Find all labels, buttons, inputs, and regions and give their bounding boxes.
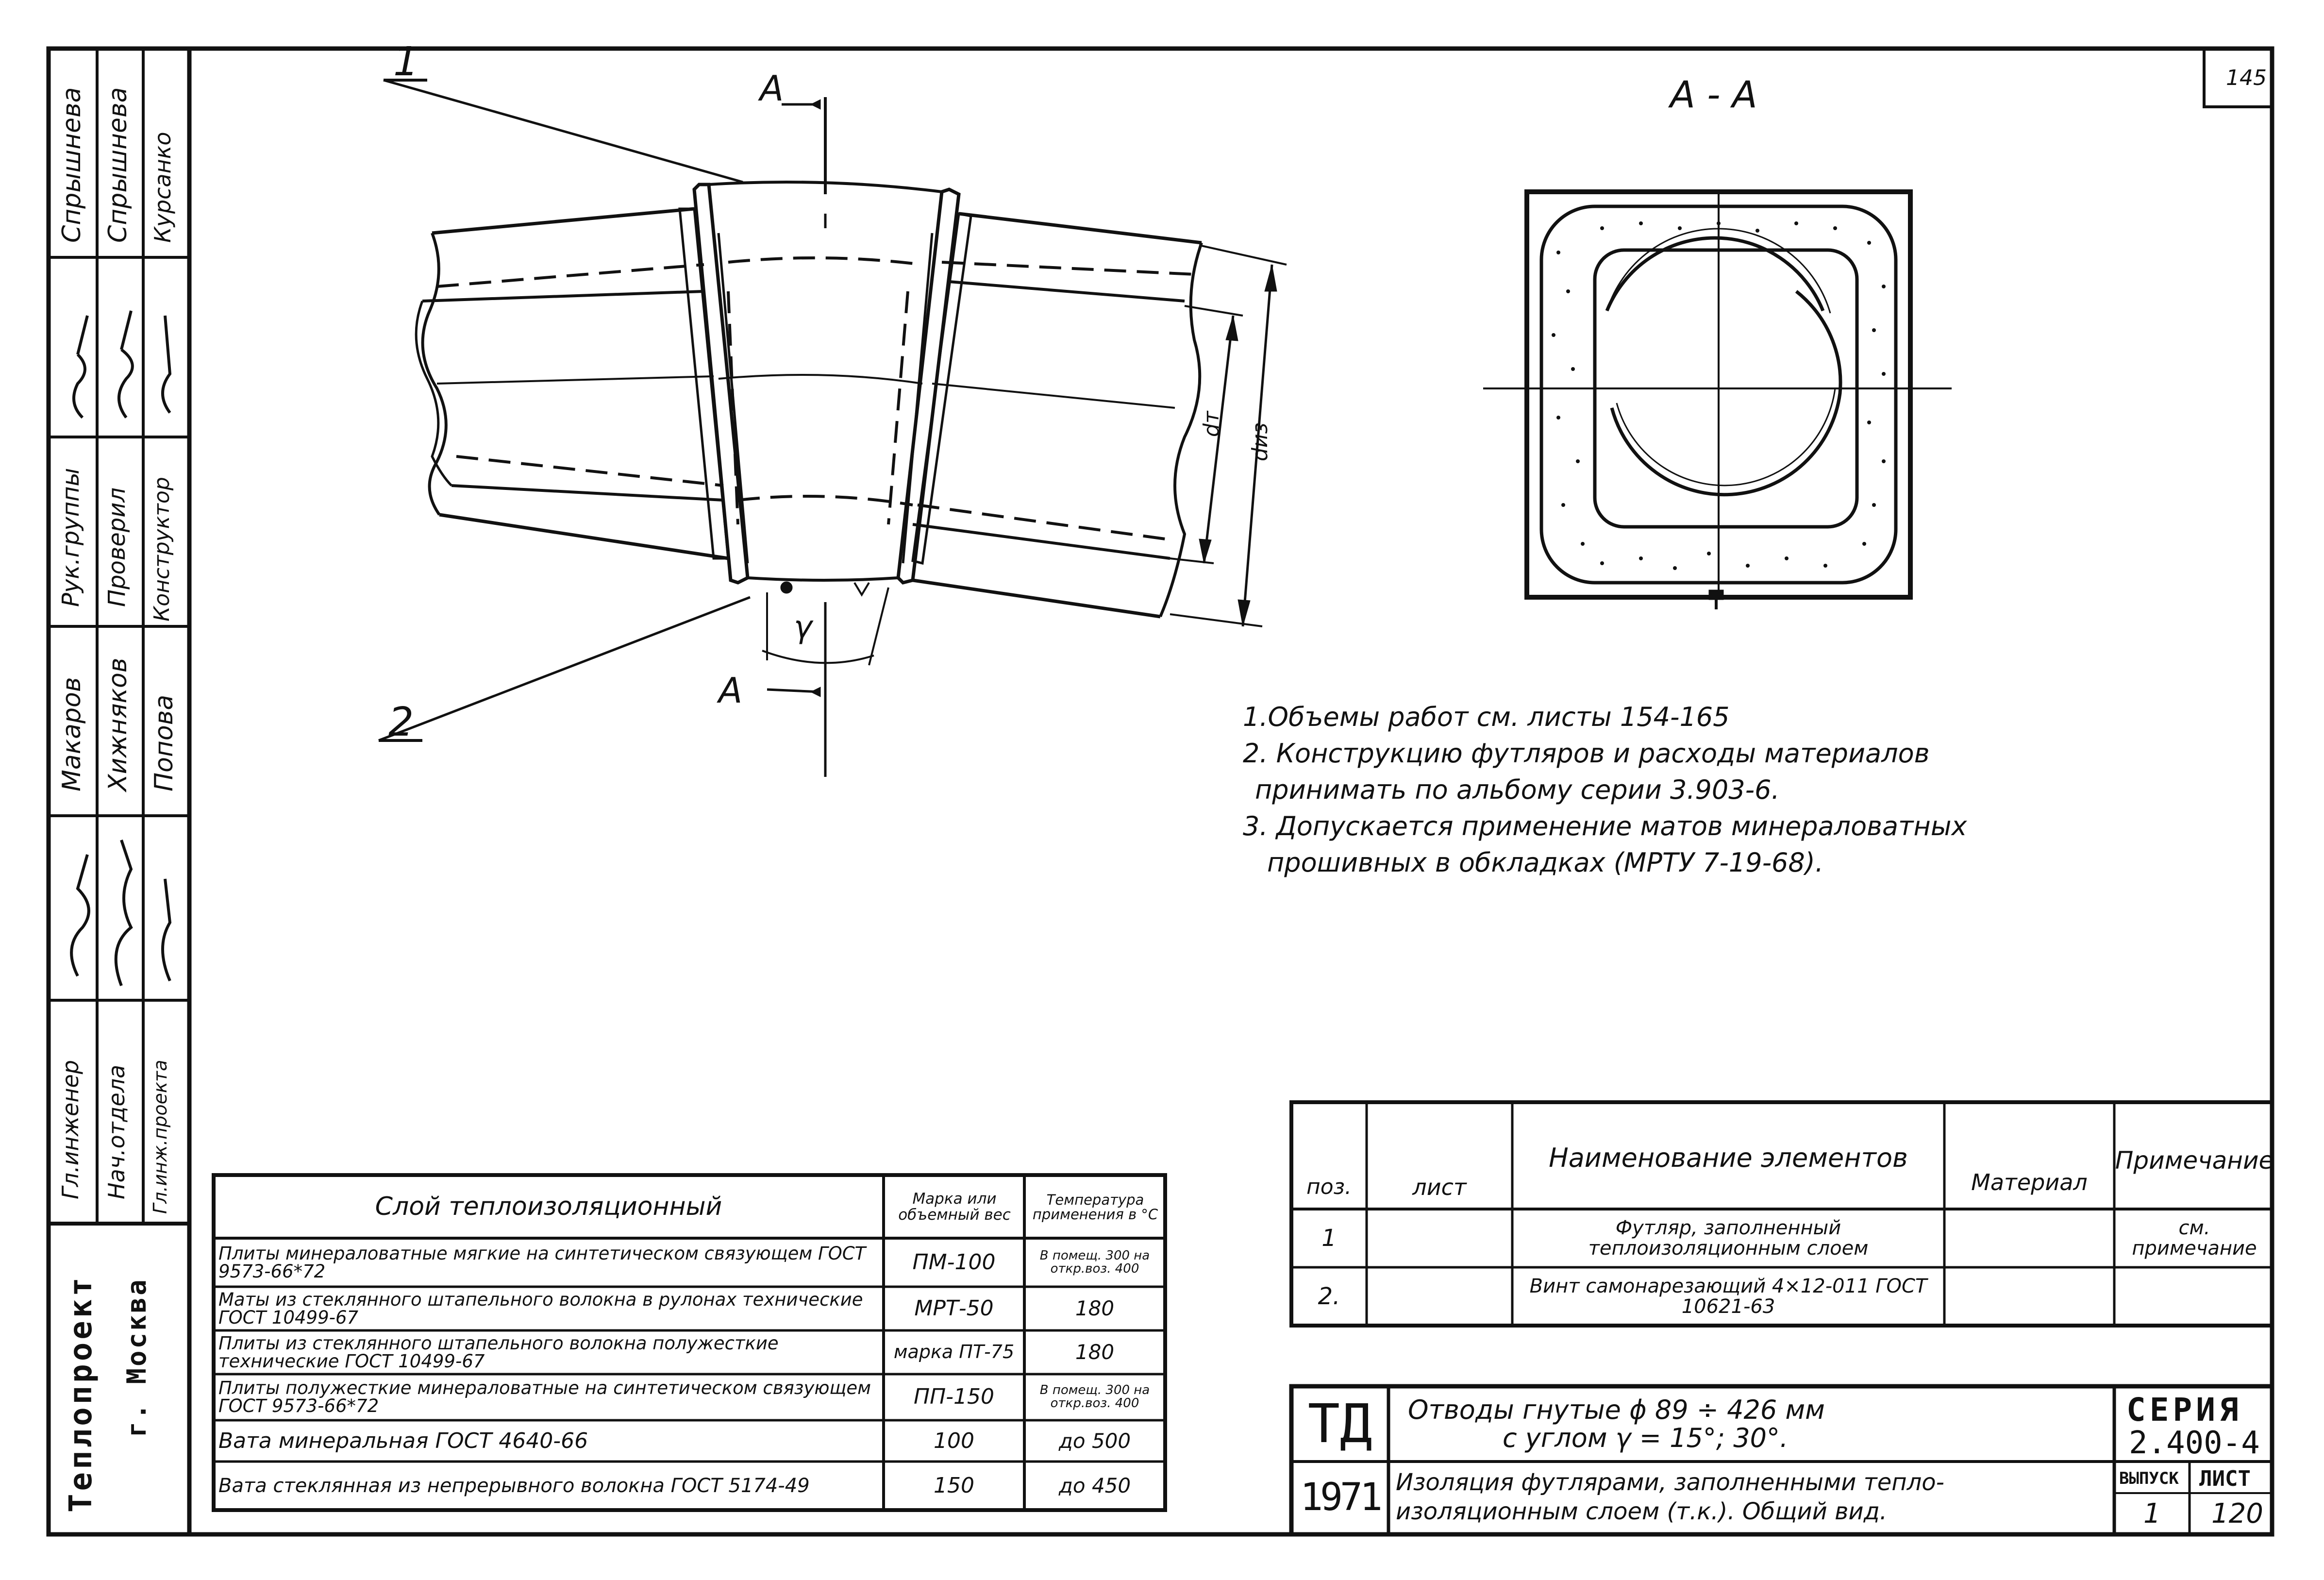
spec-row-1-name: Футляр, заполненный теплоизоляционным слоем [1588, 1217, 1869, 1260]
section-title: А - А [1670, 73, 1757, 116]
spec-header-material: Материал [1971, 1169, 2088, 1195]
layer-row-5-temp: до 500 [1058, 1429, 1131, 1453]
issue-value: 1 [2143, 1498, 2161, 1530]
layers-header-mark: Марка или объемный вес [898, 1190, 1011, 1224]
spec-header-note: Примечание [2115, 1146, 2274, 1175]
layer-row-6-temp: до 450 [1058, 1473, 1131, 1497]
subtitle-line-2: изоляционным слоем (т.к.). Общий вид. [1396, 1498, 1888, 1525]
title-line-2: с углом γ = 15°; 30°. [1503, 1423, 1789, 1453]
stamp-name-spryshneva-1: Спрышнева [57, 87, 86, 243]
layers-header-layer: Слой теплоизоляционный [375, 1192, 722, 1221]
stamp-name-kursanko: Курсанко [150, 132, 176, 243]
layer-row-5-mark: 100 [934, 1428, 974, 1453]
layer-row-2: Маты из стеклянного штапельного волокна в рулонах технические ГОСТ 10499-67 [218, 1289, 863, 1328]
spec-row-1-pos: 1 [1321, 1224, 1337, 1252]
stamp-role-group-lead: Рук.группы [57, 468, 84, 607]
stamp-role-designer: Конструктор [150, 477, 174, 622]
sheet-value: 120 [2211, 1498, 2263, 1530]
layer-row-3-temp: 180 [1075, 1340, 1115, 1364]
layer-row-3-mark: марка ПТ-75 [893, 1341, 1015, 1363]
stamp-name-spryshneva-2: Спрышнева [103, 87, 133, 243]
callout-1: 1 [393, 39, 419, 85]
title-line-1: Отводы гнутые ϕ 89 ÷ 426 мм [1408, 1395, 1825, 1425]
layer-row-2-temp: 180 [1075, 1296, 1115, 1320]
series-value: 2.400-4 [2129, 1425, 2260, 1461]
layer-row-4-temp: В помещ. 300 на откр.воз. 400 [1039, 1382, 1150, 1411]
subtitle-line-1: Изоляция футлярами, заполненными тепло- [1396, 1469, 1944, 1496]
series-label: СЕРИЯ [2126, 1391, 2242, 1429]
layer-row-4: Плиты полужесткие минераловатные на синтетическом связующем ГОСТ 9573-66*72 [218, 1378, 871, 1416]
layer-row-1-temp: В помещ. 300 на откр.воз. 400 [1039, 1248, 1150, 1276]
cut-marker-top: А [760, 68, 784, 109]
callout-2: 2 [388, 699, 414, 745]
spec-row-2-name: Винт самонарезающий 4×12-011 ГОСТ 10621-63 [1529, 1275, 1927, 1318]
layer-row-1: Плиты минераловатные мягкие на синтетическом связующем ГОСТ 9573-66*72 [218, 1243, 866, 1282]
stamp-name-khizhnyakov: Хижняков [103, 657, 133, 791]
note-3-cont: прошивных в обкладках (МРТУ 7-19-68). [1267, 847, 1823, 878]
sheet-label: ЛИСТ [2199, 1466, 2251, 1491]
stamp-name-popova: Попова [150, 694, 179, 791]
title-year: 1971 [1300, 1476, 1380, 1520]
stamp-role-project-chief: Гл.инж.проекта [150, 1059, 171, 1214]
stamp-role-chief-engineer: Гл.инженер [57, 1060, 84, 1199]
layer-row-2-mark: МРТ-50 [914, 1295, 994, 1321]
cut-marker-bottom: А [719, 670, 743, 711]
stamp-role-dept-head: Нач.отдела [103, 1064, 130, 1199]
org-city: г. Москва [121, 1277, 152, 1437]
spec-row-1-note: см. примечание [2132, 1217, 2257, 1260]
dim-inner: dт [1199, 411, 1224, 437]
spec-header-pos: поз. [1306, 1174, 1352, 1199]
dim-outer: dиз [1248, 422, 1272, 461]
issue-label: ВЫПУСК [2119, 1469, 2179, 1488]
layer-row-4-mark: ПП-150 [913, 1384, 995, 1409]
page-number: 145 [2226, 66, 2267, 90]
layer-row-3: Плиты из стеклянного штапельного волокна полужесткие технические ГОСТ 10499-67 [218, 1333, 779, 1372]
stamp-name-makarov: Макаров [57, 677, 86, 791]
stamp-role-checked: Проверил [103, 487, 131, 607]
layer-row-5: Вата минеральная ГОСТ 4640-66 [218, 1429, 588, 1453]
layer-row-6: Вата стеклянная из непрерывного волокна ГОСТ 5174-49 [218, 1475, 810, 1497]
note-2: 2. Конструкцию футляров и расходы материалов [1243, 738, 1930, 769]
spec-header-name: Наименование элементов [1549, 1142, 1908, 1173]
signature-scribbles [49, 257, 189, 1000]
layer-row-1-mark: ПМ-100 [912, 1249, 996, 1275]
layer-row-6-mark: 150 [934, 1473, 974, 1498]
elbow-side-view [379, 80, 1287, 777]
spec-header-sheet: лист [1412, 1174, 1467, 1200]
note-1: 1.Объемы работ см. листы 154-165 [1243, 702, 1730, 732]
org-name: Теплопроект [63, 1275, 99, 1513]
note-2-cont: принимать по альбому серии 3.903-6. [1255, 774, 1780, 805]
spec-row-2-pos: 2. [1318, 1282, 1340, 1310]
angle-gamma: γ [794, 609, 812, 645]
layers-header-temp: Температура применения в °С [1032, 1191, 1158, 1223]
note-3: 3. Допускается применение матов минераловатных [1243, 811, 1967, 841]
section-a-a [1483, 192, 1952, 609]
title-code: ТД [1307, 1393, 1372, 1455]
